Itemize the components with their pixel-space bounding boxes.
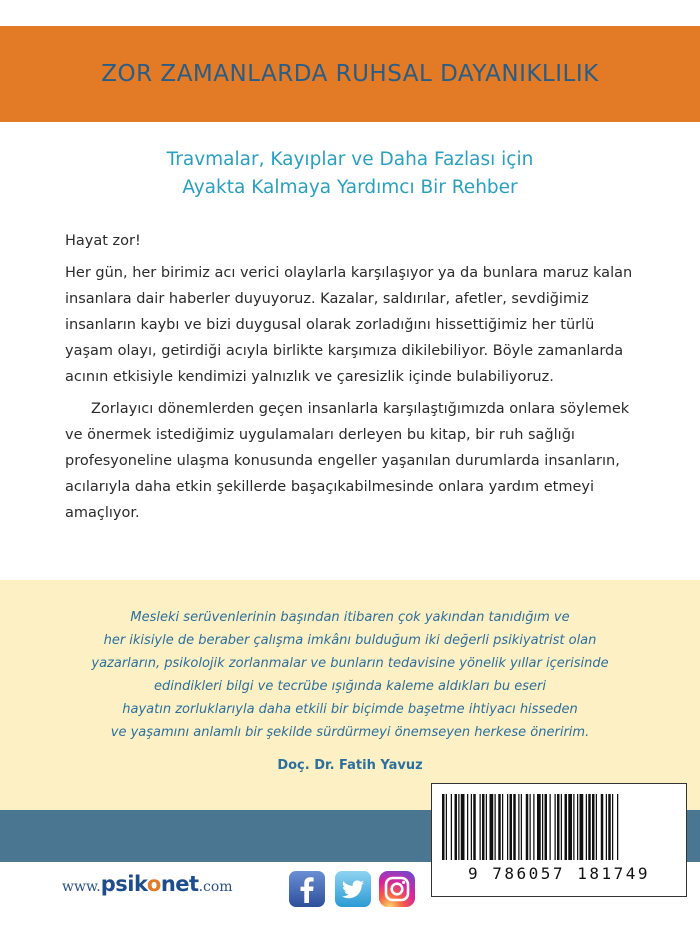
barcode-bar — [473, 794, 476, 860]
barcode-bar — [568, 794, 572, 860]
barcode-bar — [502, 794, 503, 860]
barcode-bar — [455, 794, 458, 860]
barcode-bar — [446, 794, 447, 860]
barcode-bar — [617, 794, 618, 860]
blurb-paragraph-2: Her gün, her birimiz acı verici olaylarla karşılaşıyor ya da bunlara maruz kalan insanlara dair haberler duyuyoruz. Kazalar, saldırılar, afetler, sevdiğimiz insanların kaybı ve bizi duygusal olarak zorladığını hissettiğimiz her türlü yaşam olayı, getirdiği acıyla birlikte karşımıza dikilebiliyor. Böyle zamanlarda acının etkisiyle kendimizi yalnızlık ve çaresizlik içinde bulabiliyoruz. — [65, 265, 633, 385]
brand-o: o — [146, 872, 161, 896]
title-band — [0, 26, 700, 122]
url-prefix: www. — [62, 879, 101, 895]
barcode-bar — [490, 794, 494, 860]
barcode-bar — [507, 794, 508, 860]
blurb — [65, 228, 645, 532]
book-title: ZOR ZAMANLARDA RUHSAL DAYANIKLILIK — [101, 61, 599, 87]
quote-line: hayatın zorluklarıyla daha etkili bir biçimde başetme ihtiyacı hisseden — [122, 702, 578, 717]
top-margin — [0, 0, 700, 26]
brand-end: net — [160, 872, 199, 896]
barcode-bar — [577, 794, 578, 860]
barcode-bar — [601, 794, 604, 860]
subtitle-line-1: Travmalar, Kayıplar ve Daha Fazlası için — [166, 149, 534, 170]
barcode-bar — [526, 794, 529, 860]
barcode-bar — [537, 794, 541, 860]
barcode-bar — [486, 794, 487, 860]
quote-line: Mesleki serüvenlerinin başından itibaren çok yakından tanıdığım ve — [130, 610, 570, 625]
twitter-icon[interactable] — [334, 870, 372, 908]
barcode-bar — [442, 794, 445, 860]
brand-name — [101, 872, 199, 896]
barcode-bar — [596, 794, 597, 860]
isbn-number: 9 786057 181749 — [468, 864, 650, 883]
isbn-barcode — [431, 783, 687, 897]
barcode-bar — [495, 794, 496, 860]
barcode-bar — [565, 794, 568, 860]
barcode-bar — [530, 794, 531, 860]
barcode-bar — [498, 794, 501, 860]
barcode-bar — [612, 794, 613, 860]
barcode-bar — [550, 794, 551, 860]
blurb-paragraph-3: Zorlayıcı dönemlerden geçen insanlarla karşılaştığımızda onlara söylemek ve önermek istediğimiz uygulamaları derleyen bu kitap, bir ruh sağlığı profesyoneline ulaşma konusunda engeller yaşanılan durumlarda insanların, acılarıyla daha etkin şekillerde başaçıkabilmesinde onlara yardım etmeyi amaçlıyor. — [65, 401, 630, 521]
barcode-bar — [461, 794, 465, 860]
quote-line: her ikisiyle de beraber çalışma imkânı bulduğum iki değerli psikiyatrist olan — [103, 633, 597, 648]
instagram-icon[interactable] — [378, 870, 416, 908]
barcode-bar — [521, 794, 522, 860]
barcode-bar — [533, 794, 534, 860]
barcode-bar — [480, 794, 481, 860]
subtitle-line-2: Ayakta Kalmaya Yardımcı Bir Rehber — [182, 177, 518, 198]
barcode-bar — [557, 794, 560, 860]
barcode-bar — [467, 794, 468, 860]
book-subtitle — [0, 146, 700, 202]
barcode-bar — [471, 794, 472, 860]
barcode-bar — [458, 794, 459, 860]
barcode-bar — [545, 794, 548, 860]
facebook-icon[interactable] — [288, 870, 326, 908]
barcode-bar — [586, 794, 587, 860]
barcode-bar — [573, 794, 574, 860]
blurb-paragraph-1: Hayat zor! — [65, 233, 141, 249]
brand-start: psik — [100, 872, 147, 896]
barcode-bar — [580, 794, 584, 860]
barcode-bar — [606, 794, 607, 860]
quote-line: edindikleri bilgi ve tecrübe ışığında kaleme aldıkları bu eseri — [153, 679, 547, 694]
barcode-bar — [561, 794, 562, 860]
barcode-bar — [513, 794, 516, 860]
barcode-bar — [588, 794, 591, 860]
barcode-bars — [440, 794, 678, 864]
endorsement-quote — [0, 606, 700, 744]
barcode-bar — [482, 794, 485, 860]
endorsement-author: Doç. Dr. Fatih Yavuz — [277, 758, 423, 773]
barcode-bar — [451, 794, 452, 860]
quote-line: yazarların, psikolojik zorlanmalar ve bunların tedavisine yönelik yıllar içerisinde — [91, 656, 609, 671]
url-suffix: .com — [198, 879, 233, 895]
quote-line: ve yaşamını anlamlı bir şekilde sürdürmeyi önemseyen herkese öneririm. — [110, 725, 590, 740]
barcode-bar — [518, 794, 519, 860]
website-link[interactable] — [62, 872, 233, 906]
barcode-bar — [592, 794, 595, 860]
barcode-bar — [608, 794, 611, 860]
barcode-bar — [510, 794, 513, 860]
barcode-bar — [542, 794, 543, 860]
barcode-bar — [555, 794, 556, 860]
